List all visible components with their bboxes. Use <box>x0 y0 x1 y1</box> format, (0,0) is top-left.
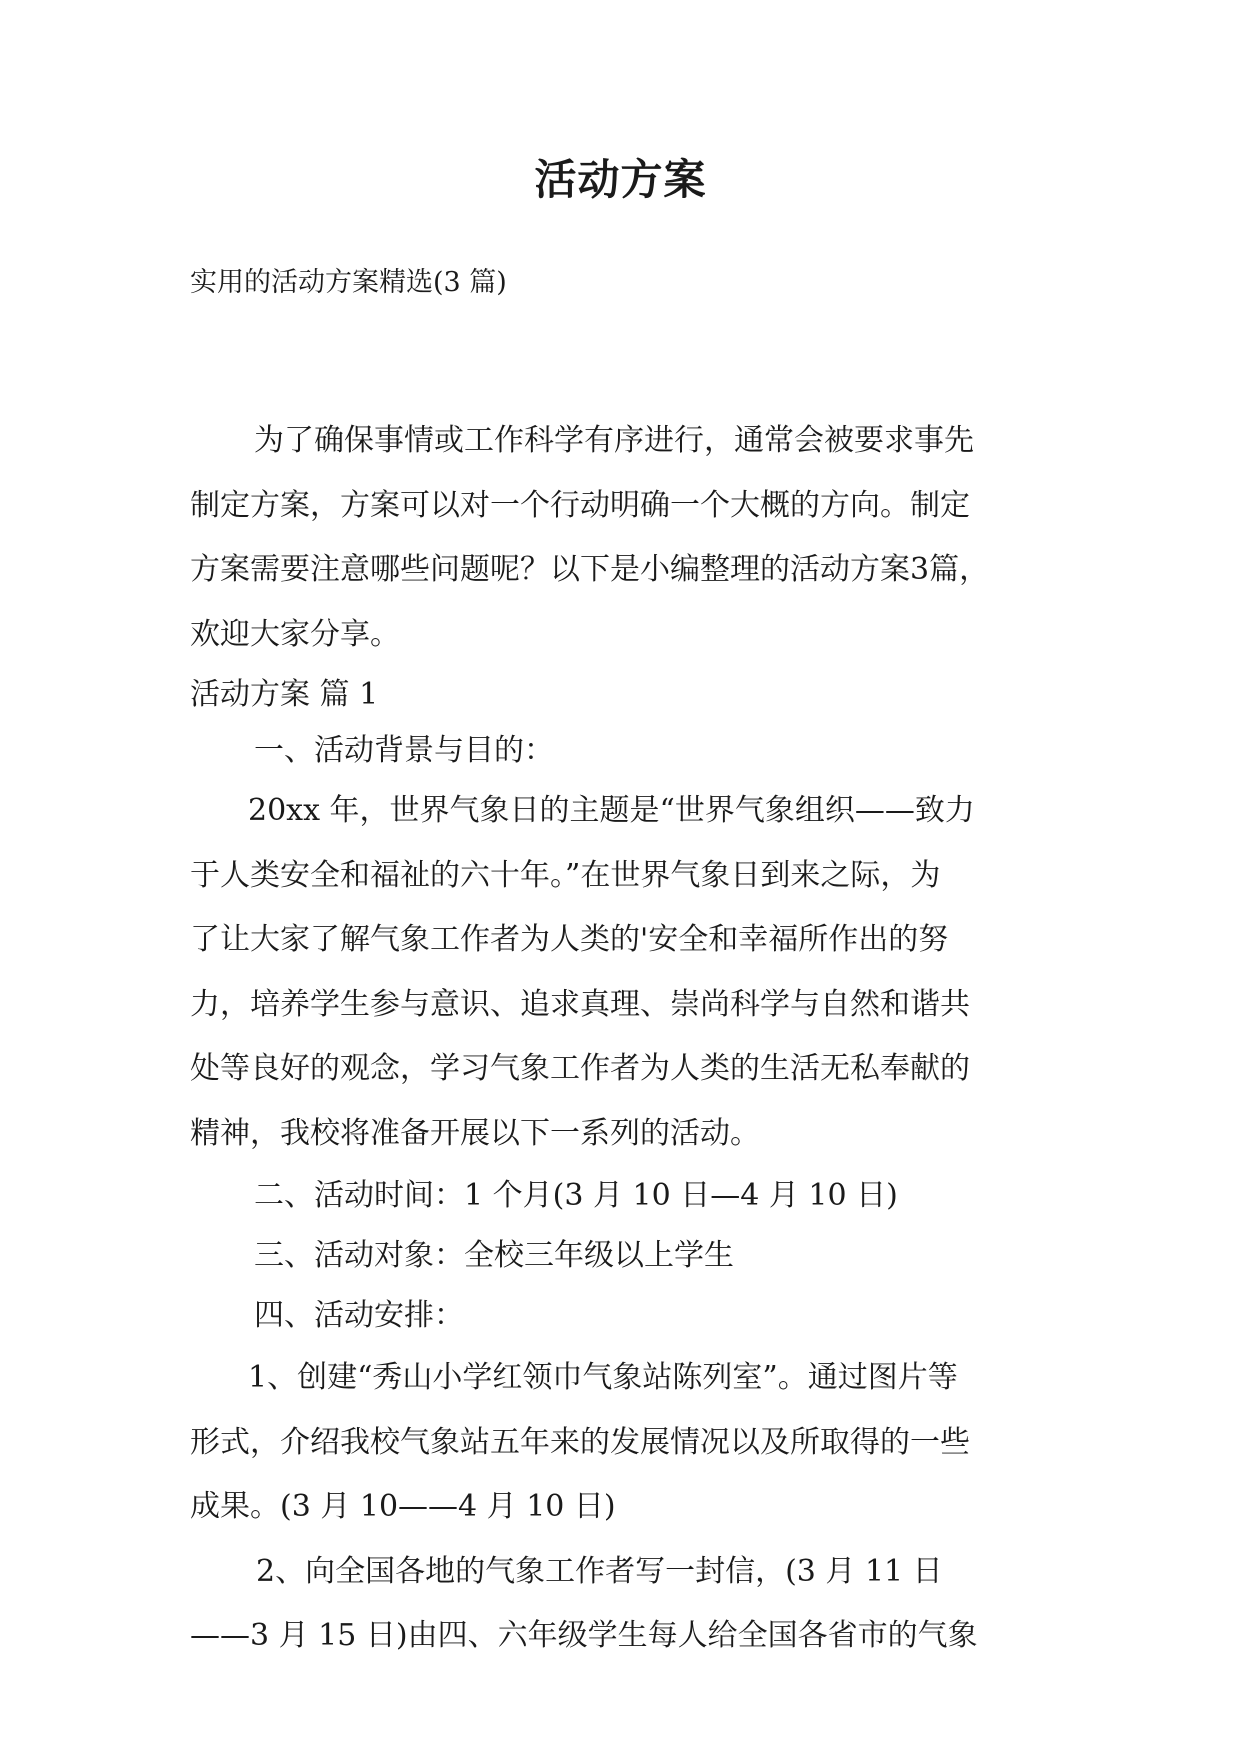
paragraph-line: 为了确保事情或工作科学有序进行，通常会被要求事先 <box>254 423 974 458</box>
paragraph-line: 方案需要注意哪些问题呢？以下是小编整理的活动方案3篇， <box>190 552 990 587</box>
paragraph-line: 制定方案，方案可以对一个行动明确一个大概的方向。制定 <box>190 487 970 523</box>
paragraph-line: 处等良好的观念，学习气象工作者为人类的生活无私奉献的 <box>190 1051 970 1086</box>
paragraph-line: 了让大家了解气象工作者为人类的'安全和幸福所作出的努 <box>190 922 949 957</box>
subheading-line: 四、活动安排： <box>254 1298 464 1333</box>
paragraph-line: 成果。(3 月 10——4 月 10 日) <box>190 1489 616 1524</box>
paragraph-line: 力，培养学生参与意识、追求真理、崇尚科学与自然和谐共 <box>190 986 970 1022</box>
section-heading: 活动方案 篇 1 <box>190 677 379 712</box>
page-title: 活动方案 <box>534 155 707 204</box>
paragraph-line: 20xx 年，世界气象日的主题是“世界气象组织——致力 <box>248 793 975 828</box>
paragraph-line: 欢迎大家分享。 <box>190 616 400 652</box>
paragraph-line: ——3 月 15 日)由四、六年级学生每人给全国各省市的气象 <box>190 1618 978 1653</box>
paragraph-line: 形式，介绍我校气象站五年来的发展情况以及所取得的一些 <box>190 1424 970 1460</box>
paragraph-line: 精神，我校将准备开展以下一系列的活动。 <box>190 1115 760 1151</box>
paragraph-line: 2、向全国各地的气象工作者写一封信，(3 月 11 日 <box>256 1553 943 1589</box>
paragraph-line: 1、创建“秀山小学红领巾气象站陈列室”。通过图片等 <box>248 1360 958 1395</box>
subheading-line: 二、活动时间：1 个月(3 月 10 日—4 月 10 日) <box>254 1178 898 1213</box>
subheading-line: 一、活动背景与目的： <box>254 733 554 768</box>
paragraph-line: 于人类安全和福祉的六十年。”在世界气象日到来之际，为 <box>190 857 941 893</box>
subheading-line: 三、活动对象：全校三年级以上学生 <box>254 1238 734 1273</box>
document-body <box>190 409 1052 1669</box>
document-subtitle: 实用的活动方案精选(3 篇) <box>190 267 507 298</box>
